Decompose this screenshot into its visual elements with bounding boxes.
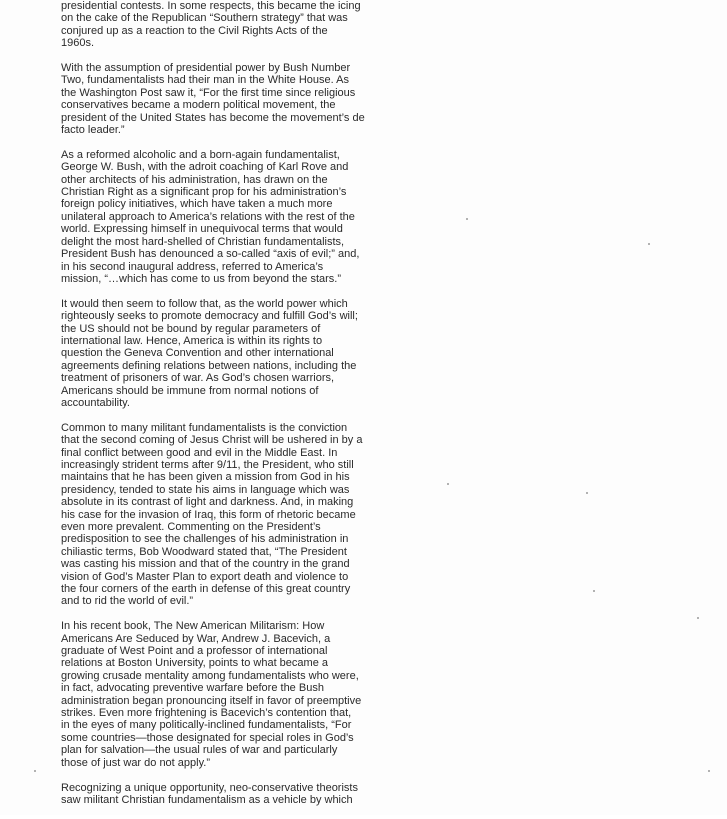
- text-line: his case for the invasion of Iraq, this form of rhetoric became: [61, 508, 356, 521]
- text-line: international law. Hence, America is within its rights to: [61, 334, 323, 347]
- text-line: relations at Boston University, points to what became a: [61, 657, 328, 670]
- text-line: Two, fundamentalists had their man in the White House. As: [61, 74, 349, 87]
- text-line: on the cake of the Republican “Southern strategy” that was: [61, 12, 348, 25]
- text-line: absolute in its contrast of light and darkness. And, in making: [61, 496, 354, 509]
- text-line: and to rid the world of evil.”: [61, 595, 194, 608]
- text-line: President Bush has denounced a so-called “axis of evil;” and,: [61, 248, 360, 261]
- text-line: conjured up as a reaction to the Civil Rights Acts of the: [61, 24, 328, 37]
- text-line: 1960s.: [61, 37, 95, 50]
- text-line: in his second inaugural address, referred to America’s: [61, 260, 324, 273]
- text-line: question the Geneva Convention and other international: [61, 347, 334, 360]
- text-line: It would then seem to follow that, as the world power which: [61, 297, 348, 310]
- scan-speck: [34, 770, 36, 772]
- paragraph: [61, 620, 401, 769]
- paragraph: [61, 0, 401, 50]
- text-line: maintains that he has been given a mission from God in his: [61, 471, 350, 484]
- text-line: Recognizing a unique opportunity, neo-conservative theorists: [61, 781, 358, 794]
- text-line: growing crusade mentality among fundamentalists who were,: [61, 669, 359, 682]
- text-line: increasingly strident terms after 9/11, the President, who still: [61, 458, 354, 471]
- text-line: George W. Bush, with the adroit coaching of Karl Rove and: [61, 161, 349, 174]
- text-line: As a reformed alcoholic and a born-again fundamentalist,: [61, 148, 340, 161]
- text-line: even more prevalent. Commenting on the President’s: [61, 521, 321, 533]
- scan-speck: [593, 590, 595, 592]
- text-line: righteously seeks to promote democracy and fulfill God’s will;: [61, 310, 358, 323]
- scan-speck: [447, 483, 449, 485]
- text-line: presidency, tended to state his aims in language which was: [61, 483, 350, 496]
- paragraph: [61, 298, 401, 410]
- text-line: accountability.: [61, 396, 130, 409]
- text-line: some countries—those designated for special roles in God’s: [61, 731, 354, 744]
- text-line: treatment of prisoners of war. As God’s chosen warriors,: [61, 372, 335, 385]
- text-line: world. Expressing himself in unequivocal terms that would: [61, 223, 343, 236]
- scan-speck: [648, 243, 650, 245]
- text-line: saw militant Christian fundamentalism as a vehicle by which: [61, 793, 353, 806]
- paragraph: [61, 149, 401, 285]
- text-line: facto leader.”: [61, 124, 125, 137]
- text-line: final conflict between good and evil in the Middle East. In: [61, 446, 338, 459]
- paragraph: [61, 782, 401, 807]
- text-line: graduate of West Point and a professor of international: [61, 645, 328, 658]
- text-line: Americans should be immune from normal notions of: [61, 384, 319, 397]
- text-line: foreign policy initiatives, which have taken a much more: [61, 198, 333, 211]
- text-line: agreements defining relations between nations, including the: [61, 359, 357, 372]
- body-text-column: [61, 0, 401, 819]
- scan-speck: [466, 218, 468, 220]
- text-line: presidential contests. In some respects, this became the icing: [61, 0, 361, 12]
- text-line: the four corners of the earth in defense of this great country: [61, 583, 351, 596]
- text-line: predisposition to see the challenges of his administration in: [61, 533, 349, 546]
- text-line: administration began pronouncing itself in favor of preemptive: [61, 694, 362, 707]
- paragraph: [61, 62, 401, 136]
- text-line: Americans Are Seduced by War, Andrew J. Bacevich, a: [61, 632, 331, 645]
- scan-speck: [697, 617, 699, 619]
- text-line: chiliastic terms, Bob Woodward stated that, “The President: [61, 545, 347, 558]
- scan-speck: [708, 770, 710, 772]
- text-line: that the second coming of Jesus Christ will be ushered in by a: [61, 434, 363, 447]
- text-line: Common to many militant fundamentalists is the conviction: [61, 421, 348, 434]
- text-line: was casting his mission and that of the country in the grand: [61, 558, 350, 571]
- text-line: vision of God’s Master Plan to export death and violence to: [61, 570, 349, 583]
- text-line: other architects of his administration, has drawn on the: [61, 173, 328, 186]
- text-line: plan for salvation—the usual rules of war and particularly: [61, 744, 338, 757]
- text-line: mission, “…which has come to us from beyond the stars.”: [61, 272, 341, 285]
- text-line: president of the United States has become the movement’s de: [61, 111, 365, 124]
- text-line: those of just war do not apply.”: [61, 756, 210, 769]
- text-line: conservatives became a modern political movement, the: [61, 99, 336, 112]
- scan-speck: [586, 492, 588, 494]
- text-line: With the assumption of presidential power by Bush Number: [61, 62, 351, 75]
- text-line: in fact, advocating preventive warfare before the Bush: [61, 682, 324, 695]
- text-line: delight the most hard-shelled of Christian fundamentalists,: [61, 235, 345, 248]
- paragraph: [61, 422, 401, 608]
- text-line: Christian Right as a significant prop for his administration’s: [61, 186, 347, 199]
- text-line: the Washington Post saw it, “For the first time since religious: [61, 86, 356, 99]
- text-line: In his recent book, The New American Militarism: How: [61, 620, 325, 633]
- text-line: the US should not be bound by regular parameters of: [61, 322, 321, 335]
- text-line: in the eyes of many politically-inclined fundamentalists, “For: [61, 719, 352, 732]
- text-line: unilateral approach to America’s relations with the rest of the: [61, 210, 355, 223]
- text-line: strikes. Even more frightening is Bacevich’s contention that,: [61, 707, 352, 720]
